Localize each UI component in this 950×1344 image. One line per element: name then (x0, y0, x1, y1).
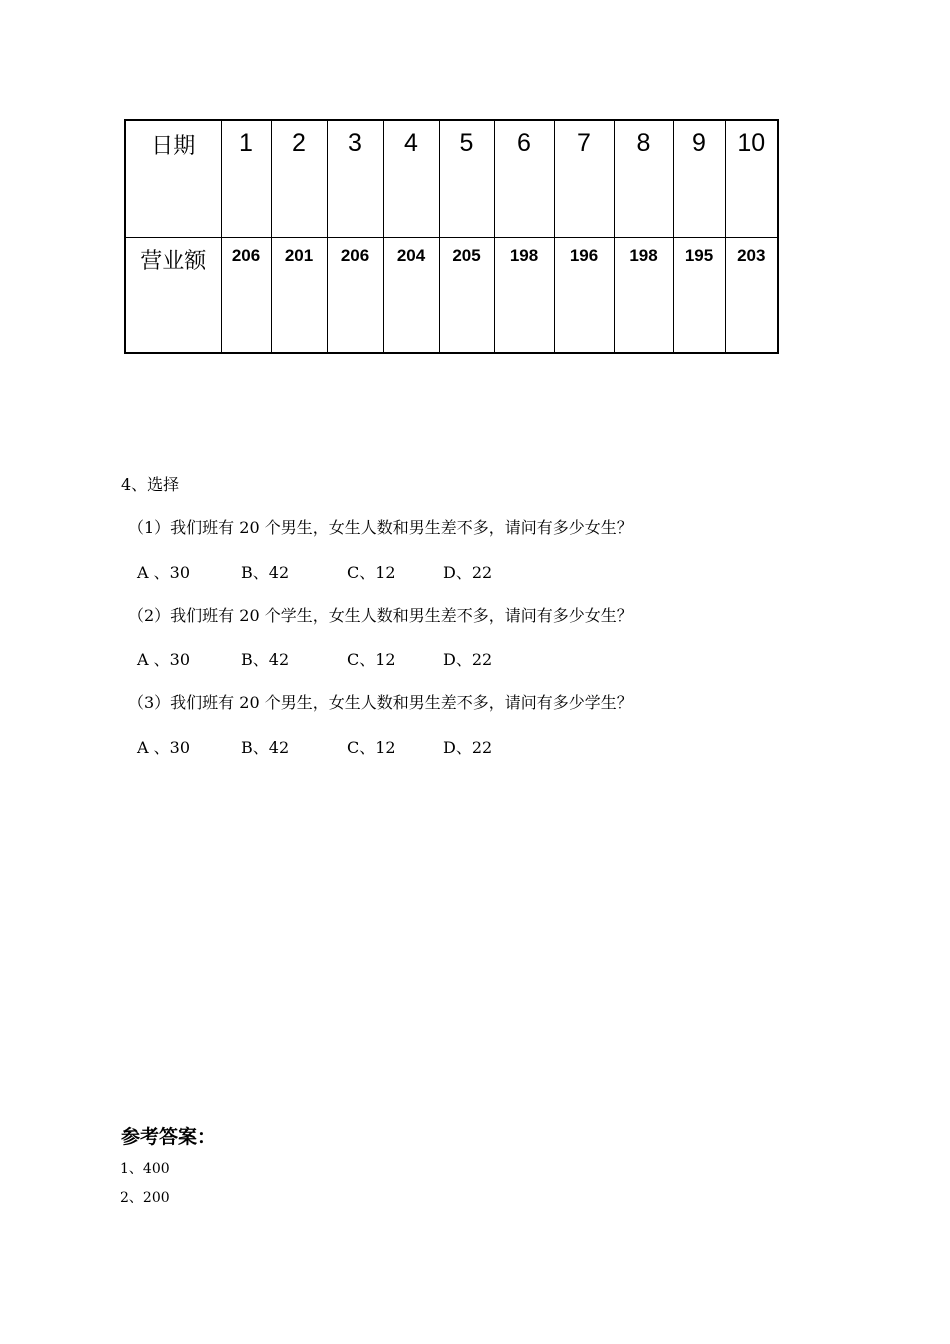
revenue-cell (221, 238, 271, 354)
revenue-value: 205 (452, 246, 481, 265)
revenue-row (125, 238, 778, 354)
revenue-header-cell (125, 238, 221, 354)
option-a: A 、30 (137, 563, 191, 582)
revenue-value: 203 (737, 246, 766, 265)
revenue-value: 201 (284, 246, 314, 265)
revenue-cell (554, 238, 614, 354)
revenue-value: 195 (684, 246, 714, 265)
revenue-cell (614, 238, 673, 354)
day-number: 7 (577, 129, 591, 157)
day-number: 9 (692, 129, 706, 157)
day-number: 1 (239, 129, 253, 157)
revenue-cell (327, 238, 383, 354)
revenue-value: 198 (629, 246, 658, 265)
revenue-cell (673, 238, 725, 354)
day-number: 10 (737, 129, 766, 157)
option-c: C、12 (347, 563, 396, 582)
sales-table (124, 119, 779, 354)
revenue-cell (494, 238, 554, 354)
day-number: 4 (404, 129, 418, 157)
revenue-cell (439, 238, 494, 354)
date-label: 日期 (151, 134, 196, 159)
day-cell (494, 120, 554, 238)
day-number: 2 (292, 129, 306, 157)
option-a: A 、30 (137, 738, 191, 757)
answer-item: 2、200 (120, 1190, 170, 1206)
day-cell (673, 120, 725, 238)
revenue-cell (725, 238, 778, 354)
question-3: （3）我们班有 20 个男生，女生人数和男生差不多，请问有多少学生？ (128, 693, 633, 712)
option-d: D、22 (443, 650, 493, 669)
day-number: 6 (517, 129, 531, 157)
day-cell (383, 120, 439, 238)
revenue-value: 206 (340, 246, 370, 265)
question-2: （2）我们班有 20 个学生，女生人数和男生差不多，请问有多少女生？ (128, 606, 633, 625)
day-number: 5 (459, 129, 474, 157)
option-a: A 、30 (137, 650, 191, 669)
day-cell (614, 120, 673, 238)
option-c: C、12 (347, 738, 396, 757)
revenue-cell (383, 238, 439, 354)
day-cell (221, 120, 271, 238)
option-c: C、12 (347, 650, 396, 669)
option-b: B、42 (241, 650, 290, 669)
revenue-value: 198 (509, 246, 539, 265)
revenue-value: 204 (396, 246, 426, 265)
revenue-label: 营业额 (140, 249, 207, 274)
revenue-cell (271, 238, 327, 354)
option-b: B、42 (241, 563, 290, 582)
date-header-cell (125, 120, 221, 238)
day-cell (271, 120, 327, 238)
answer-item: 1、400 (120, 1161, 170, 1177)
answers-title: 参考答案： (121, 1126, 217, 1148)
date-row (125, 120, 778, 238)
option-b: B、42 (241, 738, 290, 757)
section-title: 4、选择 (121, 475, 180, 494)
day-cell (725, 120, 778, 238)
day-cell (327, 120, 383, 238)
question-1: （1）我们班有 20 个男生，女生人数和男生差不多，请问有多少女生？ (128, 518, 633, 537)
revenue-value: 196 (569, 246, 599, 265)
revenue-value: 206 (231, 246, 261, 265)
option-d: D、22 (443, 563, 493, 582)
day-number: 8 (636, 129, 651, 157)
option-d: D、22 (443, 738, 493, 757)
day-cell (439, 120, 494, 238)
day-number: 3 (348, 129, 362, 157)
day-cell (554, 120, 614, 238)
